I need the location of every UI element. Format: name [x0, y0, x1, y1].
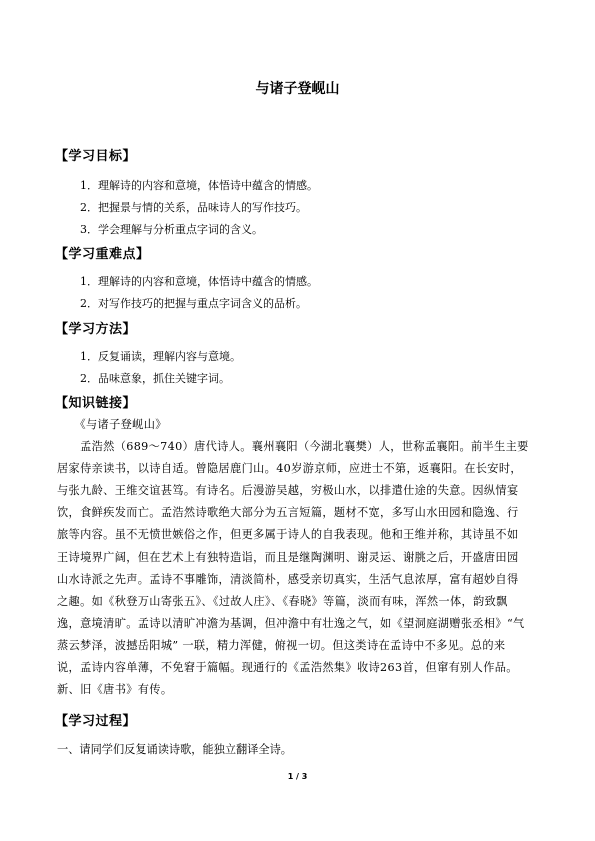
knowledge-line: 孟浩然（689～740）唐代诗人。襄州襄阳（今湖北襄樊）人，世称孟襄阳。前半生主要 — [57, 440, 529, 454]
knowledge-paragraph — [57, 414, 543, 701]
page-number: 1 / 3 — [287, 772, 308, 781]
key-points-item-1: 1．理解诗的内容和意境，体悟诗中蕴含的情感。 — [80, 275, 318, 288]
knowledge-line: 旅等内容。虽不无愤世嫉俗之作，但更多属于诗人的自我表现。他和王维并称，其诗虽不如 — [57, 528, 519, 542]
section-heading-knowledge: 【知识链接】 — [55, 396, 137, 411]
section-heading-process: 【学习过程】 — [55, 714, 137, 729]
section-heading-goals: 【学习目标】 — [55, 149, 137, 164]
section-heading-key-points: 【学习重难点】 — [55, 247, 150, 262]
knowledge-line: 山水诗派之先声。孟诗不事雕饰，清淡简朴，感受亲切真实，生活气息浓厚，富有超妙自得 — [57, 572, 519, 586]
methods-item-1: 1．反复诵读，理解内容与意境。 — [80, 350, 241, 363]
goals-item-1: 1．理解诗的内容和意境，体悟诗中蕴含的情感。 — [80, 179, 318, 192]
methods-item-2: 2．品味意象，抓住关键字词。 — [80, 372, 230, 385]
knowledge-line: 说，孟诗内容单薄，不免窘于篇幅。现通行的《孟浩然集》收诗263首，但窜有别人作品。 — [57, 661, 518, 675]
knowledge-line: 王诗境界广阔，但在艺术上有独特造诣，而且是继陶渊明、谢灵运、谢朓之后，开盛唐田园 — [57, 550, 519, 564]
goals-item-2: 2．把握景与情的关系，品味诗人的写作技巧。 — [80, 201, 307, 214]
knowledge-line: 饮，食鲜疾发而亡。孟浩然诗歌绝大部分为五言短篇，题材不宽，多写山水田园和隐逸、行 — [57, 506, 519, 520]
process-text: 一、请同学们反复诵读诗歌，能独立翻译全诗。 — [57, 743, 292, 756]
knowledge-line: 与张九龄、王维交谊甚笃。有诗名。后漫游吴越，穷极山水，以排遣仕途的失意。因纵情宴 — [57, 484, 519, 498]
knowledge-line: 《与诸子登岘山》 — [57, 418, 167, 431]
knowledge-line: 新、旧《唐书》有传。 — [57, 683, 173, 697]
knowledge-line: 之趣。如《秋登万山寄张五》、《过故人庄》、《春晓》等篇，淡而有味，浑然一体，韵致飘 — [57, 594, 508, 608]
section-heading-methods: 【学习方法】 — [55, 322, 137, 337]
knowledge-line: 居家侍亲读书，以诗自适。曾隐居鹿门山。40岁游京师，应进士不第，返襄阳。在长安时， — [57, 462, 522, 476]
key-points-item-2: 2．对写作技巧的把握与重点字词含义的品析。 — [80, 297, 307, 310]
page-title: 与诸子登岘山 — [255, 81, 340, 97]
knowledge-line: 蒸云梦泽，波撼岳阳城” 一联，精力浑健，俯视一切。但这类诗在孟诗中不多见。总的来 — [57, 638, 506, 652]
goals-item-3: 3．学会理解与分析重点字词的含义。 — [80, 223, 263, 236]
knowledge-line: 逸，意境清旷。孟诗以清旷冲澹为基调，但冲澹中有壮逸之气，如《望洞庭湖赠张丞相》“气 — [57, 616, 525, 630]
